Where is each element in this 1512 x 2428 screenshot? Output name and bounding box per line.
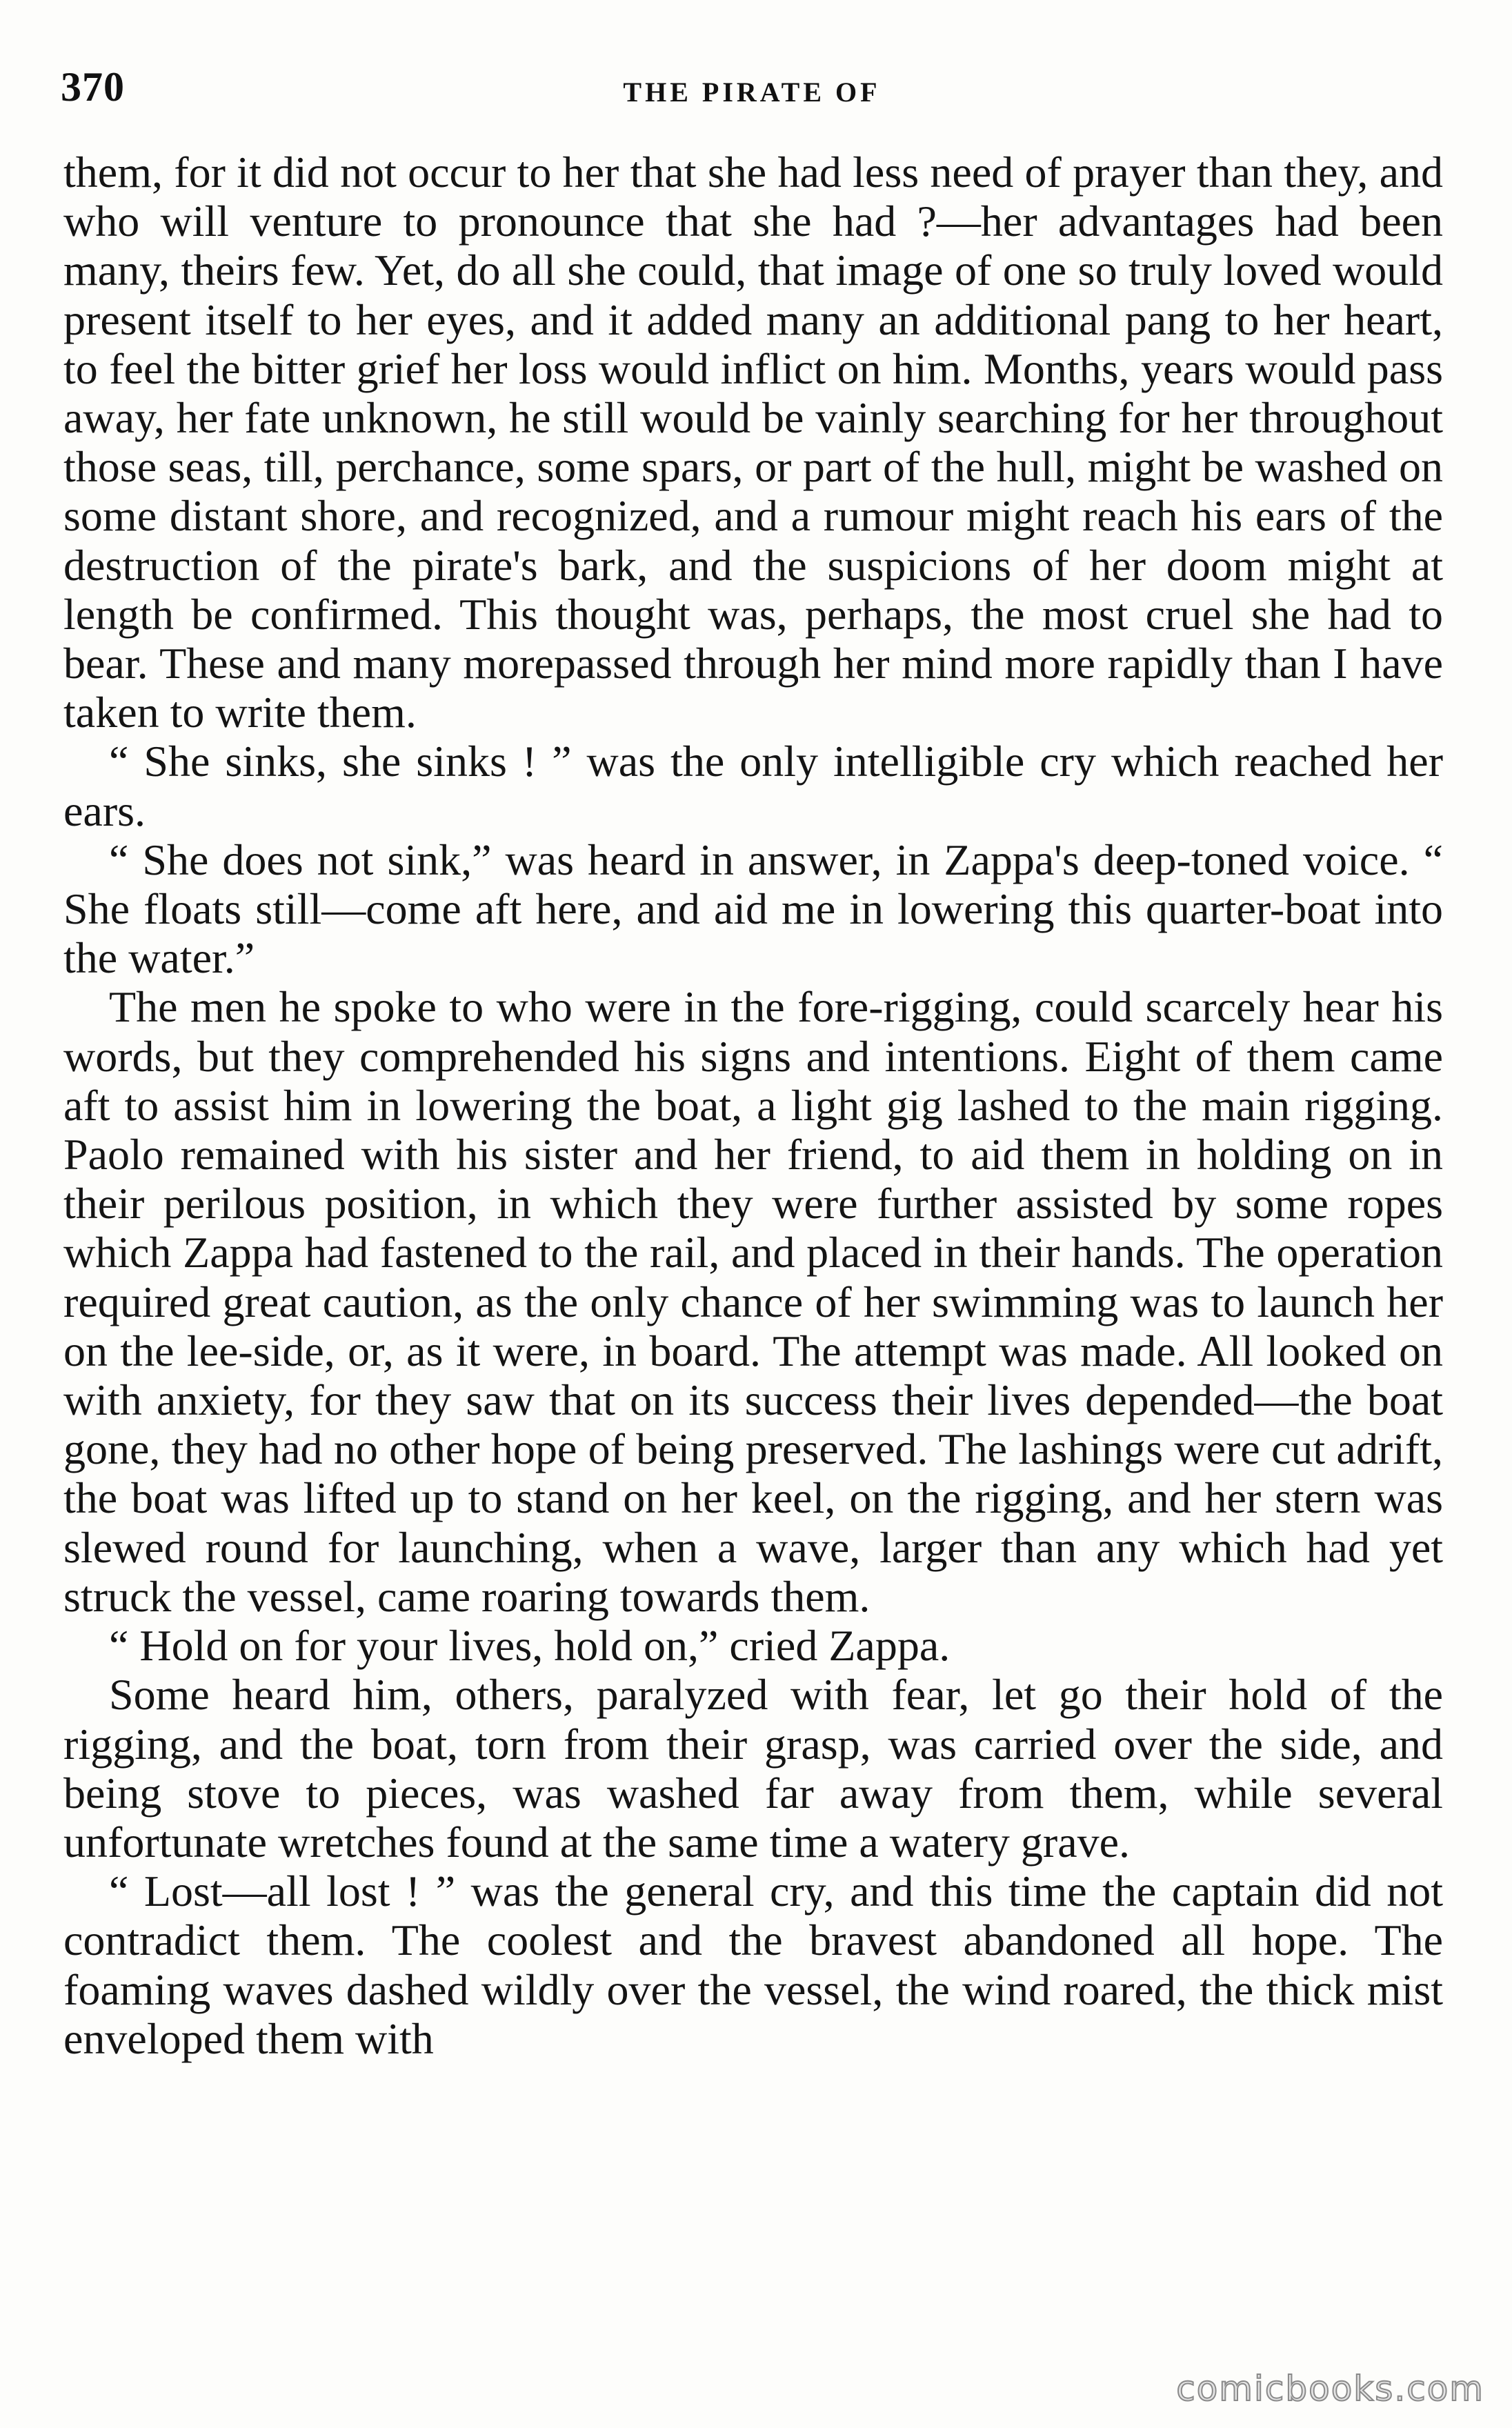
paragraph: them, for it did not occur to her that she had less need of prayer than they, and who will venture to pronounce that she had ?—her advantages had been many, theirs few. Yet, do all she could, that image of one so truly loved would present itself to her eyes, and it added many an additional pang to her heart, to feel the bitter grief her loss would inflict on him. Months, years would pass away, her fate unknown, he still would be vainly searching for her throughout those seas, till, perchance, some spars, or part of the hull, might be washed on some distant shore, and recognized, and a rumour might reach his ears of the destruction of the pirate's bark, and the suspicions of her doom might at length be confirmed. This thought was, perhaps, the most cruel she had to bear. These and many morepassed through her mind more rapidly than I have taken to write them. — [63, 148, 1443, 737]
page-number: 370 — [61, 64, 125, 110]
paragraph: “ Lost—all lost ! ” was the general cry, and this time the captain did not contradict them. The coolest and the bravest abandoned all hope. The foaming waves dashed wildly over the vessel, the wind roared, the thick mist enveloped them with — [63, 1867, 1443, 2063]
paragraph: “ She does not sink,” was heard in answer, in Zappa's deep-toned voice. “ She floats still—come aft here, and aid me in lowering this quarter-boat into the water.” — [63, 835, 1443, 983]
paragraph: The men he spoke to who were in the fore-rigging, could scarcely hear his words, but they comprehended his signs and intentions. Eight of them came aft to assist him in lowering the boat, a light gig lashed to the main rigging. Paolo remained with his sister and her friend, to aid them in holding on in their perilous position, in which they were further assisted by some ropes which Zappa had fastened to the rail, and placed in their hands. The operation required great caution, as the only chance of her swimming was to launch her on the lee-side, or, as it were, in board. The attempt was made. All looked on with anxiety, for they saw that on its success their lives depended—the boat gone, they had no other hope of being preserved. The lashings were cut adrift, the boat was lifted up to stand on her keel, on the rigging, and her stern was slewed round for launching, when a wave, larger than any which had yet struck the vessel, came roaring towards them. — [63, 982, 1443, 1621]
body-text — [63, 148, 1443, 2063]
running-head — [61, 63, 1443, 119]
running-title: THE PIRATE OF — [623, 77, 881, 108]
watermark: comicbooks.com — [1176, 2369, 1484, 2409]
paragraph: “ She sinks, she sinks ! ” was the only intelligible cry which reached her ears. — [63, 737, 1443, 835]
paragraph: Some heard him, others, paralyzed with fear, let go their hold of the rigging, and the boat, torn from their grasp, was carried over the side, and being stove to pieces, was washed far away from them, while several unfortunate wretches found at the same time a watery grave. — [63, 1670, 1443, 1867]
paragraph: “ Hold on for your lives, hold on,” cried Zappa. — [109, 1621, 951, 1671]
